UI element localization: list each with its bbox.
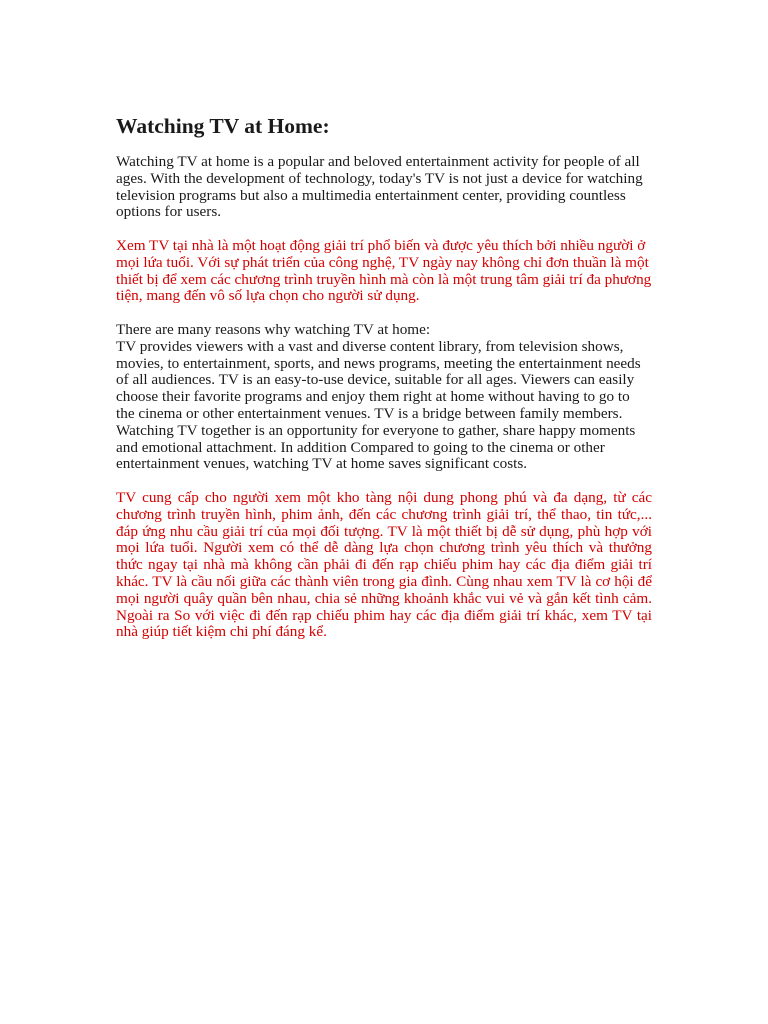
reasons-heading: There are many reasons why watching TV at home: xyxy=(116,320,431,338)
paragraph-spacer xyxy=(116,305,652,322)
document-title: Watching TV at Home: xyxy=(116,114,330,138)
reasons-paragraph: TV provides viewers with a vast and diverse content library, from television shows, movies, to entertainment, sports, and news programs, meeting the entertainment needs of all audiences. TV is an easy-to-use device, suitable for all ages. Viewers can easily choose their favorite programs and enjoy them right at home without having to go to the cinema or other entertainment venues. TV is a bridge between family members. Watching TV together is an opportunity for everyone to gather, share happy moments and emotional attachment. In addition Compared to going to the cinema or other entertainment venues, watching TV at home saves significant costs. xyxy=(116,337,641,473)
paragraph-spacer xyxy=(116,221,652,238)
document-page xyxy=(116,112,652,641)
paragraph-spacer xyxy=(116,473,652,490)
reasons-paragraph-translation: TV cung cấp cho người xem một kho tàng nội dung phong phú và đa dạng, từ các chương trình truyền hình, phim ảnh, đến các chương trình giải trí, thể thao, tin tức,... đáp ứng nhu cầu giải trí của mọi đối tượng. TV là một thiết bị dễ sử dụng, phù hợp với mọi lứa tuổi. Người xem có thể dễ dàng lựa chọn chương trình yêu thích và thưởng thức ngay tại nhà mà không cần phải đi đến rạp chiếu phim hay các địa điểm giải trí khác. TV là cầu nối giữa các thành viên trong gia đình. Cùng nhau xem TV là cơ hội để mọi người quây quần bên nhau, chia sẻ những khoảnh khắc vui vẻ và gắn kết tình cảm. Ngoài ra So với việc đi đến rạp chiếu phim hay các địa điểm giải trí khác, xem TV tại nhà giúp tiết kiệm chi phí đáng kể. xyxy=(116,488,652,641)
intro-paragraph-translation: Xem TV tại nhà là một hoạt động giải trí phổ biến và được yêu thích bởi nhiều người ở mọi lứa tuổi. Với sự phát triển của công nghệ, TV ngày nay không chỉ đơn thuần là một thiết bị để xem các chương trình truyền hình mà còn là một trung tâm giải trí đa phương tiện, mang đến vô số lựa chọn cho người sử dụng. xyxy=(116,236,652,305)
intro-paragraph: Watching TV at home is a popular and beloved entertainment activity for people of all ages. With the development of technology, today's TV is not just a device for watching television programs but also a multimedia entertainment center, providing countless options for users. xyxy=(116,153,643,221)
